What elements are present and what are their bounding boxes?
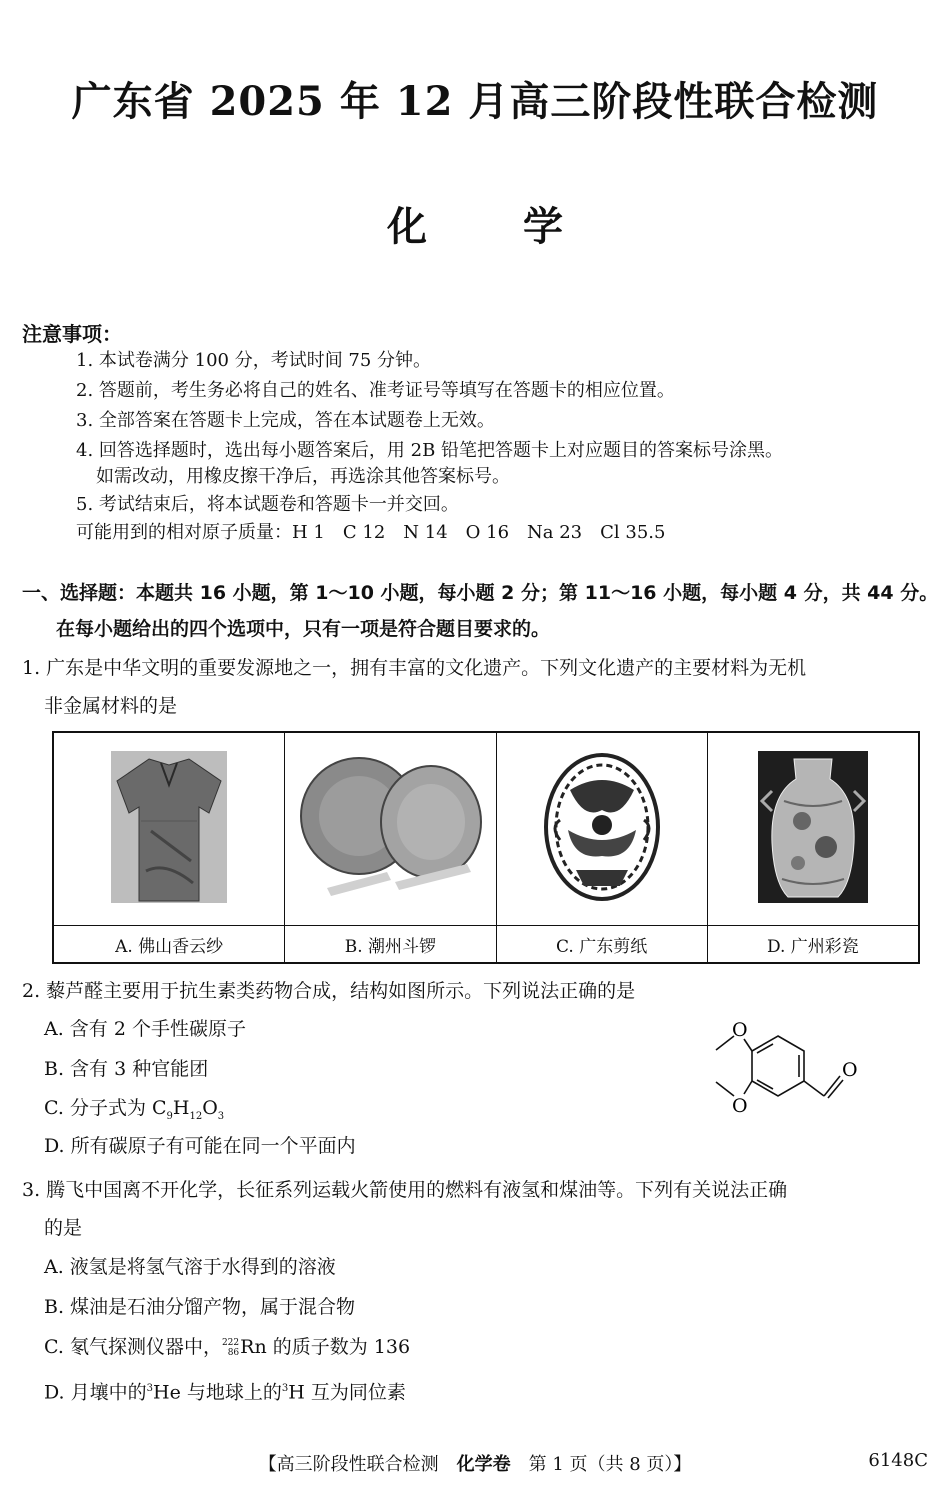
q3-mass-number: 222 [221,1338,240,1348]
q2-c-sub-12: 12 [189,1110,203,1122]
section-heading [22,575,938,647]
q3-option-d-pre: D. 月壤中的 [44,1381,147,1404]
veratraldehyde-structure [700,1014,870,1124]
notice-item-1: 1. 本试卷满分 100 分，考试时间 75 分钟。 [76,350,432,371]
q3-atomic-number: 86 [227,1348,240,1358]
atom-o-aldehyde: O [842,1059,858,1081]
q2-c-o: O [202,1097,218,1119]
q3-option-c-pre: C. 氡气探测仪器中， [44,1336,222,1358]
q2-c-h: H [172,1097,190,1119]
porcelain-vase-image [758,751,868,903]
q3-option-c [44,1328,410,1366]
q3-stem-line-1: 3. 腾飞中国离不开化学，长征系列运载火箭使用的燃料有液氢和煤油等。下列有关说法正确 [22,1179,788,1201]
q3-h-mass: 3 [281,1383,289,1394]
q1-caption-b: B. 潮州斗锣 [285,926,496,964]
notice-item-3: 3. 全部答案在答题卡上完成，答在本试题卷上无效。 [76,410,495,431]
atomic-masses: 可能用到的相对原子质量：H 1 C 12 N 14 O 16 Na 23 Cl 35.5 [76,522,666,543]
q2-c-sub-9: 9 [166,1110,173,1122]
q3-option-c-post: Rn 的质子数为 136 [240,1336,411,1358]
gongs-image [297,752,483,902]
section-line-2: 在每小题给出的四个选项中，只有一项是符合题目要求的。 [56,618,551,640]
notice-item-4-cont: 如需改动，用橡皮擦干净后，再选涂其他答案标号。 [96,466,510,487]
exam-title: 广东省 2025 年 12 月高三阶段性联合检测 [71,78,879,125]
page-footer [0,1450,950,1476]
q3-nuclide-notation [222,1338,239,1358]
q1-caption-c: C. 广东剪纸 [496,926,707,964]
q1-image-c [496,732,707,926]
section-line-1: 一、选择题：本题共 16 小题，第 1～10 小题，每小题 2 分；第 11～16 小题，每小题 4 分，共 44 分。 [22,582,939,604]
notice-item-2: 2. 答题前，考生务必将自己的姓名、准考证号等填写在答题卡的相应位置。 [76,380,675,401]
q3-option-d-post: H 互为同位素 [288,1381,406,1404]
subject-char-1: 化 [387,203,427,250]
q1-image-a [53,732,285,926]
q1-stem-line-2: 非金属材料的是 [44,695,178,717]
q3-option-d-mid: He 与地球上的 [153,1381,282,1404]
atom-o-top: O [732,1019,748,1041]
notice-item-5: 5. 考试结束后，将本试题卷和答题卡一并交回。 [76,494,459,515]
q1-stem-line-1: 1. 广东是中华文明的重要发源地之一，拥有丰富的文化遗产。下列文化遗产的主要材料为无机 [22,657,807,679]
q1-caption-d: D. 广州彩瓷 [707,926,919,964]
silk-shirt-image [111,751,227,903]
notice-item-4: 4. 回答选择题时，选出每小题答案后，用 2B 铅笔把答题卡上对应题目的答案标号涂黑。 [76,440,784,461]
q1-image-b [285,732,496,926]
q3-option-a: A. 液氢是将氢气溶于水得到的溶液 [44,1256,336,1278]
notice-heading: 注意事项： [22,322,122,346]
q1-image-d [707,732,919,926]
paper-code: 6148C [868,1450,928,1471]
q3-stem-line-2: 的是 [44,1217,83,1239]
q2-option-b: B. 含有 3 种官能团 [44,1058,209,1080]
q3-option-d [44,1370,406,1411]
footer-pre: 【高三阶段性联合检测 [258,1454,457,1475]
subject-title [0,195,950,252]
q2-option-a: A. 含有 2 个手性碳原子 [44,1018,246,1040]
papercut-image [540,750,664,904]
q2-c-sub-3: 3 [217,1110,225,1122]
q1-caption-a: A. 佛山香云纱 [53,926,285,964]
footer-bold: 化学卷 [456,1454,511,1475]
q1-image-table [52,731,920,964]
atom-o-bottom: O [732,1095,748,1117]
q2-stem: 2. 藜芦醛主要用于抗生素类药物合成，结构如图所示。下列说法正确的是 [22,980,636,1002]
q3-he-mass: 3 [146,1383,154,1394]
footer-post: 第 1 页（共 8 页）】 [510,1454,692,1475]
subject-char-2: 学 [523,203,563,250]
q2-option-d: D. 所有碳原子有可能在同一个平面内 [44,1135,356,1157]
q2-option-c-pre: C. 分子式为 C [44,1097,167,1119]
q3-option-b: B. 煤油是石油分馏产物，属于混合物 [44,1296,356,1318]
